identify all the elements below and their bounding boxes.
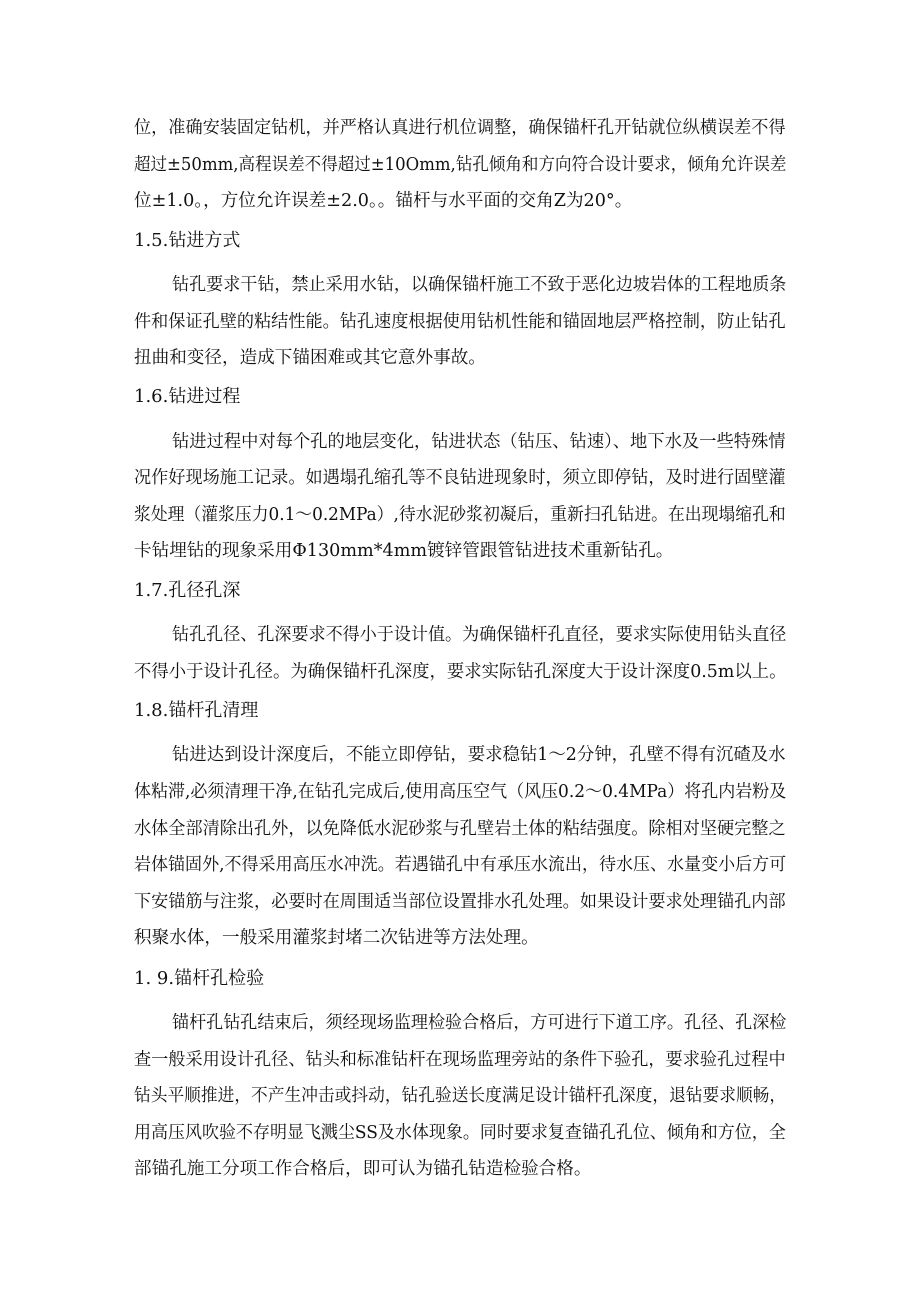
paragraph-line: 位±1.0。，方位允许误差±2.0。。锚杆与水平面的交角Z为20°。 (134, 191, 633, 211)
paragraph-line: 卡钻埋钻的现象采用Φ130mm*4mm镀锌管跟管钻进技术重新钻孔。 (134, 541, 674, 561)
paragraph-line: 水体全部清除出孔外，以免降低水泥砂浆与孔壁岩土体的粘结强度。除相对坚硬完整之 (134, 819, 786, 839)
paragraph-line: 钻头平顺推进，不产生冲击或抖动，钻孔验送长度满足设计锚杆孔深度，退钻要求顺畅， (134, 1086, 787, 1106)
paragraph-line: 体粘滞,必须清理干净,在钻孔完成后,使用高压空气（风压0.2～0.4MPa）将孔内岩粉及 (134, 782, 787, 802)
paragraph-line: 超过±50mm,高程误差不得超过±10Omm,钻孔倾角和方向符合设计要求，倾角允许误差 (134, 155, 787, 175)
section-heading: 1. 9.锚杆孔检验 (134, 968, 265, 989)
paragraph-line: 积聚水体，一般采用灌浆封堵二次钻进等方法处理。 (134, 928, 539, 948)
paragraph-line: 钻进过程中对每个孔的地层变化，钻进状态（钻压、钻速）、地下水及一些特殊情 (172, 432, 786, 452)
paragraph-line: 况作好现场施工记录。如遇塌孔缩孔等不良钻进现象时，须立即停钻，及时进行固壁灌 (134, 468, 786, 488)
paragraph-line: 扭曲和变径，造成下锚困难或其它意外事故。 (134, 348, 486, 368)
paragraph-line: 钻孔孔径、孔深要求不得小于设计值。为确保锚杆孔直径，要求实际使用钻头直径 (172, 625, 787, 645)
section-heading: 1.7.孔径孔深 (134, 580, 241, 601)
paragraph-line: 钻孔要求干钻，禁止采用水钻，以确保锚杆施工不致于恶化边坡岩体的工程地质条 (172, 275, 787, 295)
paragraph-line: 用高压风吹验不存明显飞溅尘SS及水体现象。同时要求复查锚孔孔位、倾角和方位，全 (134, 1123, 786, 1143)
section-heading: 1.8.锚杆孔清理 (134, 700, 259, 721)
paragraph-line: 部锚孔施工分项工作合格后，即可认为锚孔钻造检验合格。 (134, 1159, 592, 1179)
paragraph-line: 件和保证孔壁的粘结性能。钻孔速度根据使用钻机性能和锚固地层严格控制，防止钻孔 (134, 312, 786, 332)
paragraph-line: 浆处理（灌浆压力0.1～0.2MPa）,待水泥砂浆初凝后，重新扫孔钻进。在出现塌缩孔和 (134, 505, 786, 525)
paragraph-line: 钻进达到设计深度后，不能立即停钻，要求稳钻1～2分钟，孔壁不得有沉碴及水 (172, 745, 786, 765)
paragraph-line: 锚杆孔钻孔结束后，须经现场监理检验合格后，方可进行下道工序。孔径、孔深检 (172, 1013, 787, 1033)
paragraph-line: 查一般采用设计孔径、钻头和标准钻杆在现场监理旁站的条件下验孔，要求验孔过程中 (134, 1050, 786, 1070)
paragraph-line: 岩体锚固外,不得采用高压水冲洗。若遇锚孔中有承压水流出，待水压、水量变小后方可 (134, 855, 787, 875)
section-heading: 1.6.钻进过程 (134, 386, 241, 407)
paragraph-line: 下安锚筋与注浆，必要时在周围适当部位设置排水孔处理。如果设计要求处理锚孔内部 (134, 892, 786, 912)
section-heading: 1.5.钻进方式 (134, 230, 241, 251)
paragraph-line: 不得小于设计孔径。为确保锚杆孔深度，要求实际钻孔深度大于设计深度0.5m以上。 (134, 662, 787, 682)
paragraph-line: 位，准确安装固定钻机，并严格认真进行机位调整，确保锚杆孔开钻就位纵横误差不得 (134, 118, 786, 138)
